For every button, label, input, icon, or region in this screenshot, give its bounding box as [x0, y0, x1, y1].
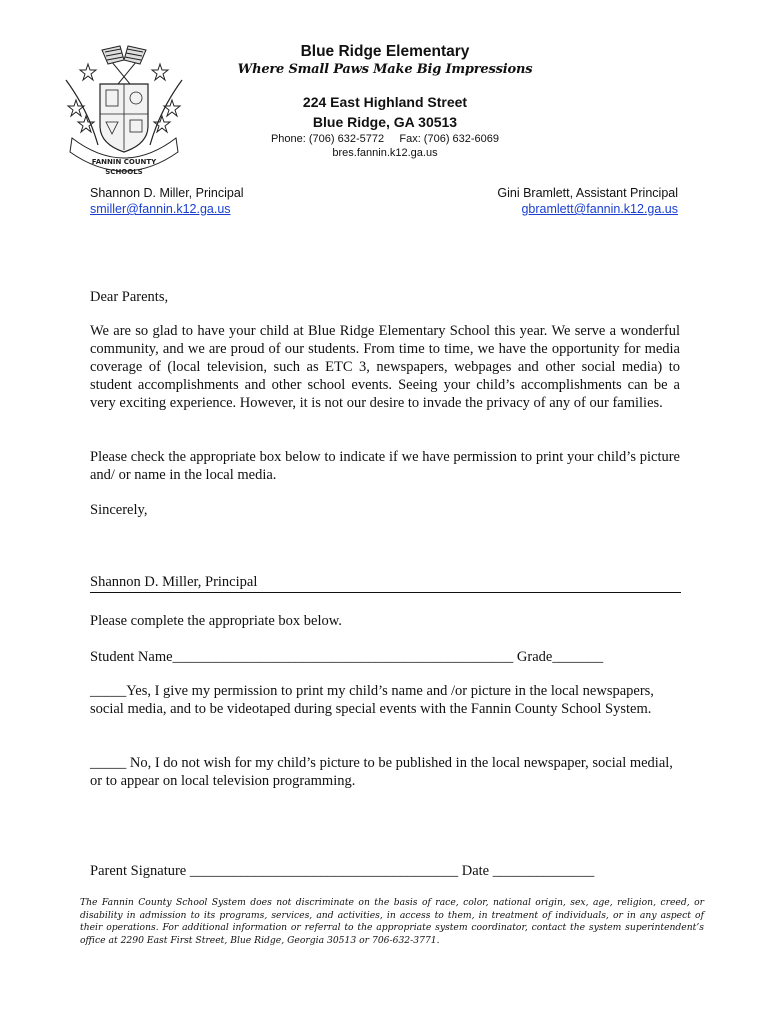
- principal-name: Shannon D. Miller, Principal: [90, 186, 244, 200]
- website: bres.fannin.k12.ga.us: [332, 147, 438, 159]
- parent-signature-date-field[interactable]: Parent Signature _____________________________________ Date ______________: [90, 863, 595, 879]
- letter-paragraph-2: Please check the appropriate box below to indicate if we have permission to print your child’s picture and/ or name in the local media.: [90, 449, 680, 483]
- school-tagline: Where Small Paws Make Big Impressions: [237, 62, 533, 77]
- non-discrimination-disclaimer: The Fannin County School System does not discriminate on the basis of race, color, national origin, sex, age, religion, creed, or disability in admission to its programs, services, and activities, in access to them, in treatment of individuals, or in any aspect of their operations. For additional information or referral to the appropriate system coordinator, contact the system superintendent’s office at 2290 East First Street, Blue Ridge, Georgia 30513 or 706-632-3771.: [80, 897, 704, 946]
- assistant-principal-block: [497, 185, 678, 217]
- principal-email-link[interactable]: smiller@fannin.k12.ga.us: [90, 202, 231, 216]
- permission-yes-option[interactable]: _____Yes, I give my permission to print my child’s name and /or picture in the local newspapers, social media, and to be videotaped during special events with the Fannin County School System.: [90, 683, 654, 717]
- seal-banner-text: FANNIN COUNTY: [91, 158, 157, 166]
- school-name: Blue Ridge Elementary: [300, 43, 470, 60]
- form-instruction: Please complete the appropriate box below.: [90, 613, 342, 629]
- principal-signature-line: Shannon D. Miller, Principal: [90, 574, 681, 593]
- assistant-principal-name: Gini Bramlett, Assistant Principal: [497, 186, 678, 200]
- assistant-principal-email-link[interactable]: gbramlett@fannin.k12.ga.us: [521, 202, 678, 216]
- address-city: Blue Ridge, GA 30513: [312, 114, 458, 130]
- seal-schools-text: SCHOOLS: [105, 168, 143, 176]
- permission-no-option[interactable]: _____ No, I do not wish for my child’s picture to be published in the local newspaper, social medial, or to appear on local television programming.: [90, 755, 673, 789]
- principal-block: [90, 185, 244, 217]
- phone-fax: Phone: (706) 632-5772 Fax: (706) 632-6069: [270, 133, 500, 145]
- fannin-county-schools-seal-logo: [58, 40, 190, 180]
- letter-greeting: Dear Parents,: [90, 289, 169, 305]
- address-street: 224 East Highland Street: [302, 94, 468, 110]
- student-name-grade-field[interactable]: Student Name_______________________________________________ Grade_______: [90, 649, 604, 665]
- letter-paragraph-1: We are so glad to have your child at Blue Ridge Elementary School this year. We serve a wonderful community, and we are proud of our students. From time to time, we have the opportunity for media coverage of (local television, such as ETC 3, newspapers, webpages and other social media) to student accomplishments and other school events. Seeing your child’s accomplishments can be a very exciting experience. However, it is not our desire to invade the privacy of any of our families.: [90, 323, 680, 411]
- letter-closing: Sincerely,: [90, 502, 148, 518]
